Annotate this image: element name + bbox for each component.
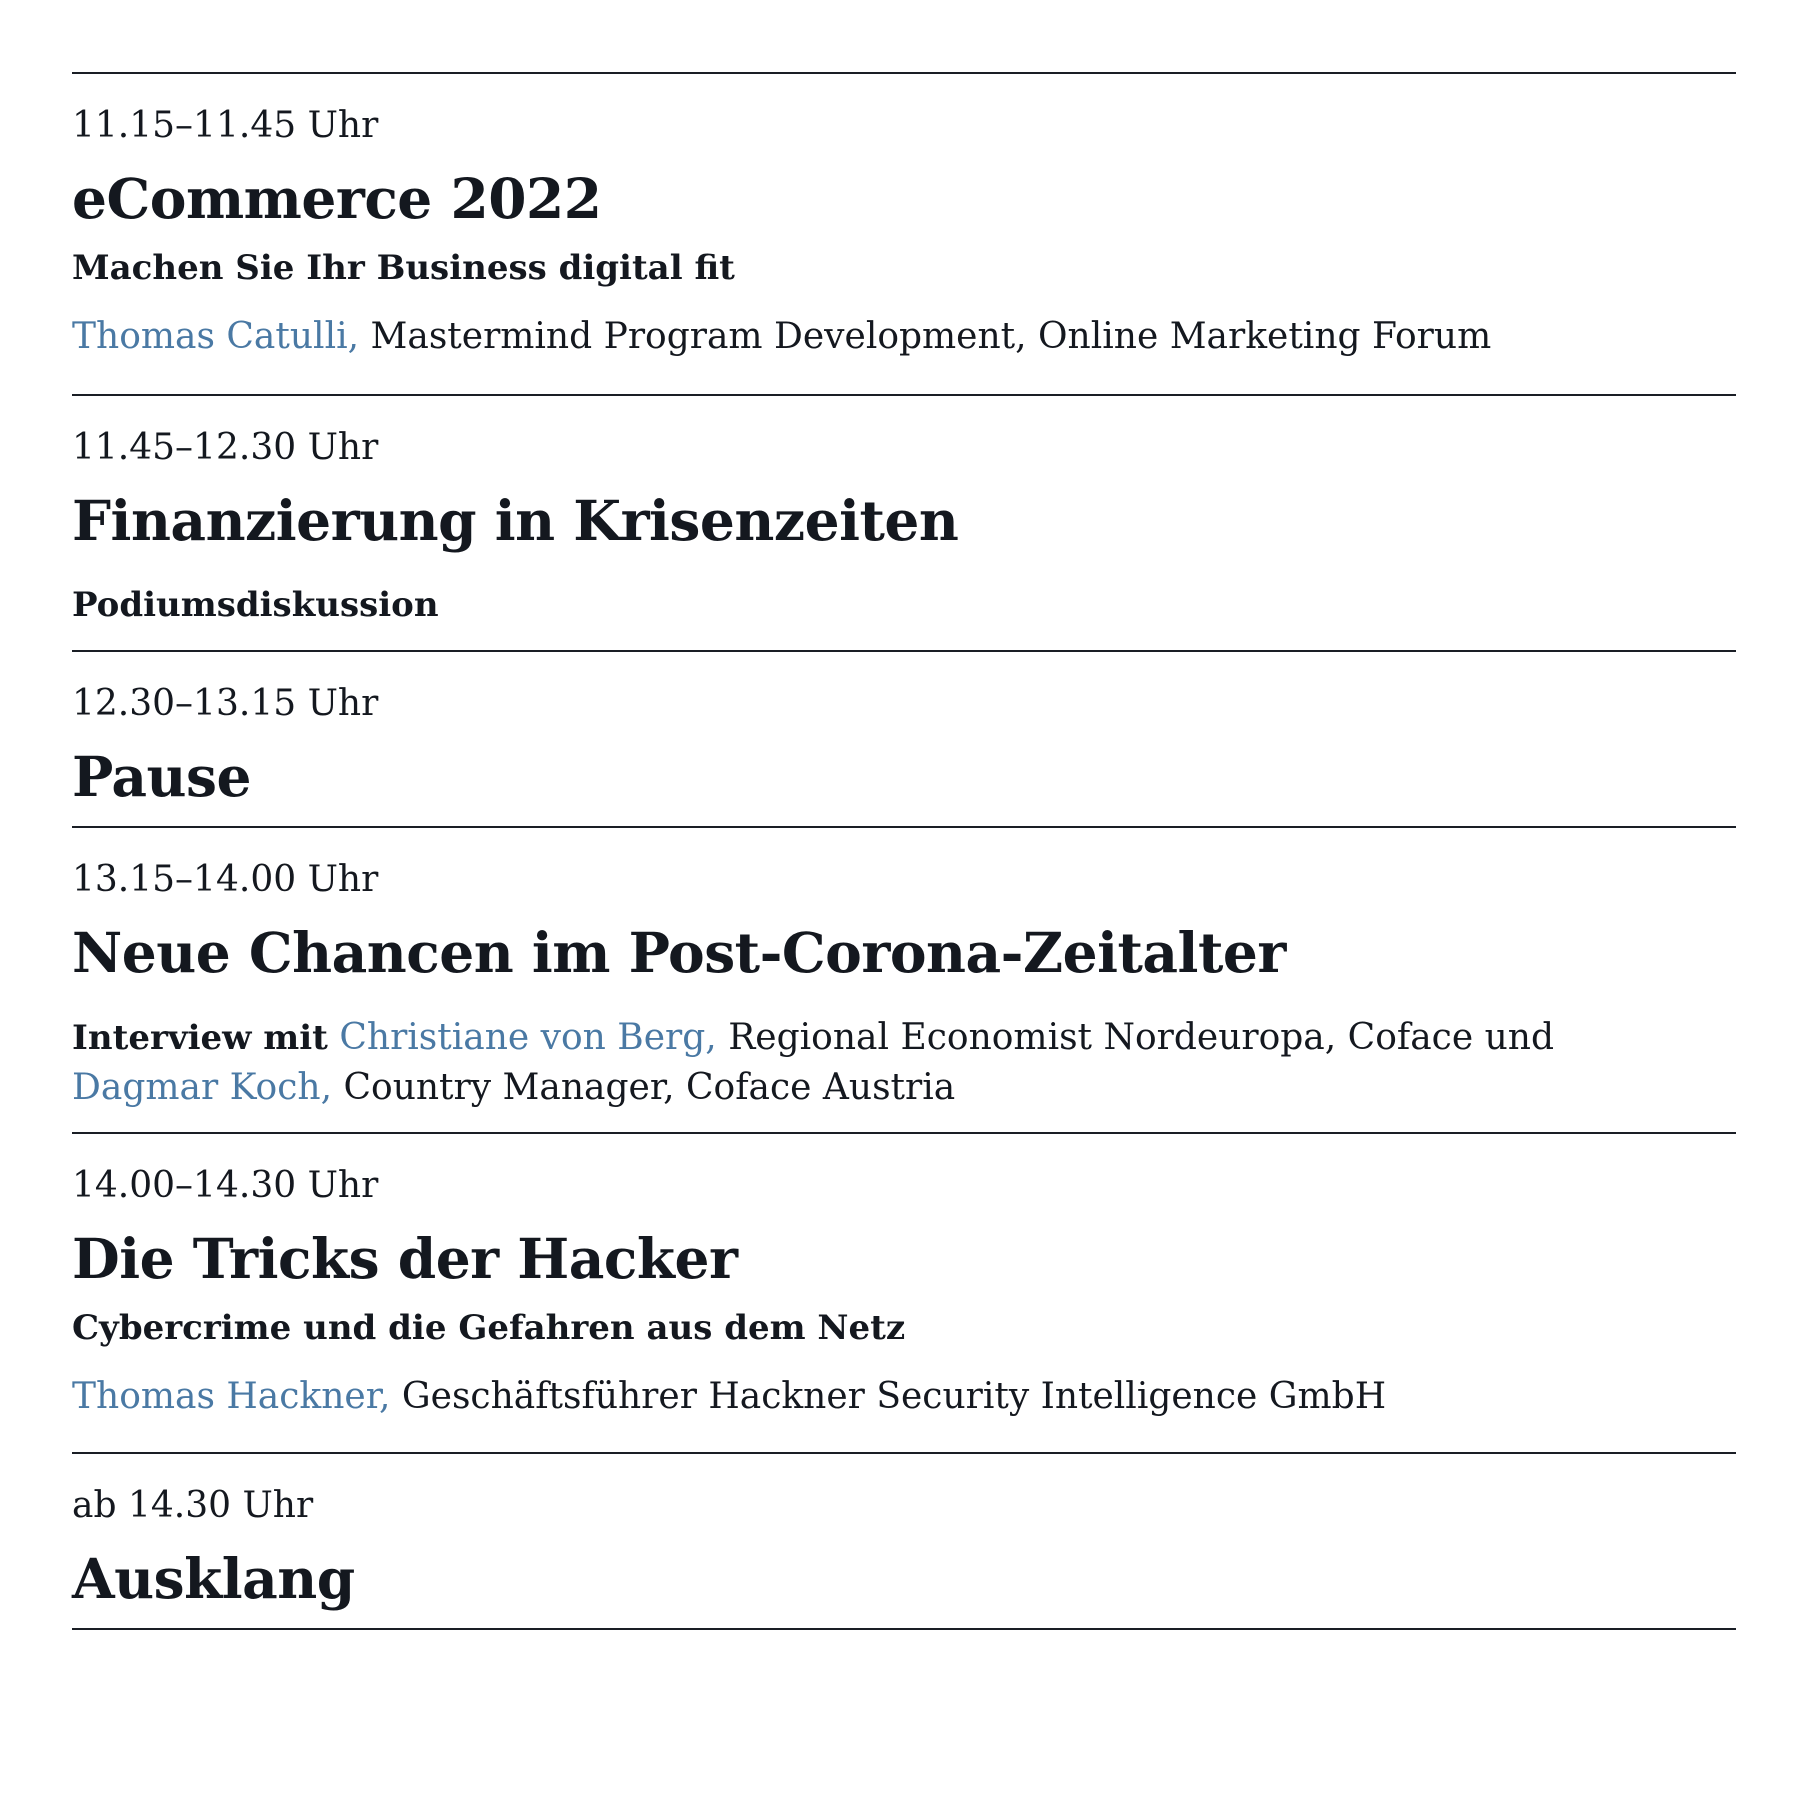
slot-subtitle: Machen Sie Ihr Business digital fit xyxy=(72,248,735,288)
speaker-role: Country Manager, Coface Austria xyxy=(343,1067,956,1108)
slot-subtitle: Cybercrime und die Gefahren aus dem Netz xyxy=(72,1308,906,1348)
program-slot-ausklang xyxy=(72,1454,1736,1630)
slot-time: 13.15–14.00 Uhr xyxy=(72,859,379,900)
program-slot-hacker xyxy=(72,1134,1736,1454)
slot-title: Finanzierung in Krisenzeiten xyxy=(72,488,959,553)
slot-subtitle: Podiumsdiskussion xyxy=(72,585,439,625)
slot-time: 11.45–12.30 Uhr xyxy=(72,427,379,468)
slot-title: Pause xyxy=(72,744,251,809)
slot-title: Ausklang xyxy=(72,1546,355,1611)
speaker-role: Geschäftsführer Hackner Security Intelligence GmbH xyxy=(401,1376,1387,1417)
slot-speakers xyxy=(72,1013,1554,1113)
program-slot-ecommerce xyxy=(72,74,1736,396)
slot-time: ab 14.30 Uhr xyxy=(72,1485,314,1526)
speaker-name: Thomas Catulli, xyxy=(72,316,360,357)
speaker-role: Regional Economist Nordeuropa, Coface und xyxy=(728,1017,1554,1058)
slot-speaker xyxy=(72,1372,1386,1422)
slot-title: eCommerce 2022 xyxy=(72,166,602,231)
slot-time: 14.00–14.30 Uhr xyxy=(72,1165,379,1206)
program-slot-finanzierung xyxy=(72,396,1736,652)
slot-title: Die Tricks der Hacker xyxy=(72,1226,738,1291)
slot-time: 12.30–13.15 Uhr xyxy=(72,683,379,724)
speaker-role: Mastermind Program Development, Online Marketing Forum xyxy=(370,316,1492,357)
speaker-name: Christiane von Berg, xyxy=(339,1017,717,1058)
event-program xyxy=(72,72,1736,1630)
speaker-name: Thomas Hackner, xyxy=(72,1376,391,1417)
program-slot-pause xyxy=(72,652,1736,828)
slot-speaker xyxy=(72,312,1491,362)
interview-lead: Interview mit xyxy=(72,1018,328,1058)
slot-time: 11.15–11.45 Uhr xyxy=(72,105,379,146)
speaker-name: Dagmar Koch, xyxy=(72,1067,333,1108)
slot-title: Neue Chancen im Post-Corona-Zeitalter xyxy=(72,920,1286,985)
program-slot-neue-chancen xyxy=(72,828,1736,1134)
